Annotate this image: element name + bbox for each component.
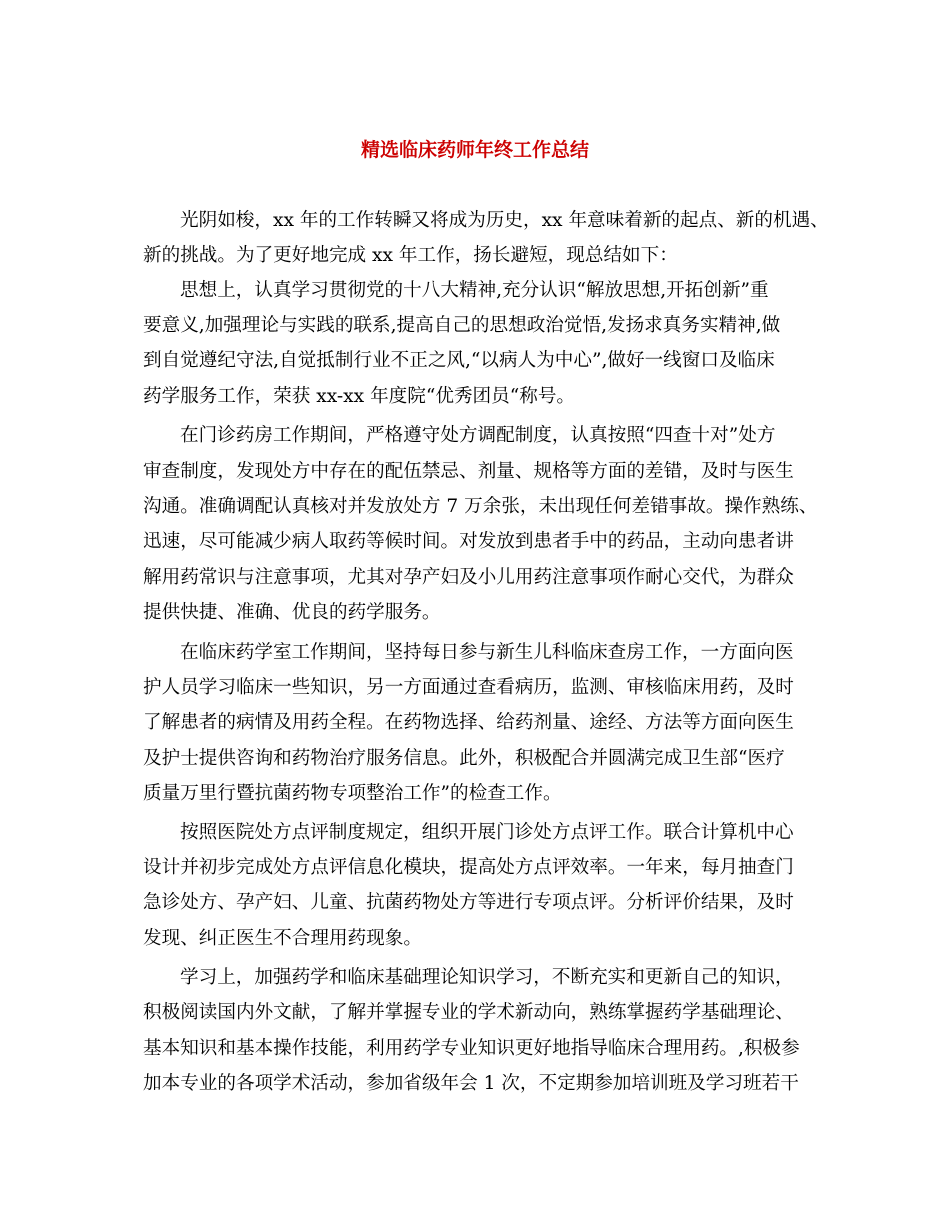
text-line: 了解患者的病情及用药全程。在药物选择、给药剂量、途经、方法等方面向医生 (143, 712, 794, 733)
text-line: 设计并初步完成处方点评信息化模块，提高处方点评效率。一年来，每月抽查门 (143, 857, 794, 878)
text-line: 思想上，认真学习贯彻党的十八大精神,充分认识“解放思想,开拓创新”重 (180, 280, 769, 301)
text-line: 光阴如梭，xx 年的工作转瞬又将成为历史，xx 年意味着新的起点、新的机遇、 (180, 210, 829, 231)
text-line: 解用药常识与注意事项，尤其对孕产妇及小儿用药注意事项作耐心交代，为群众 (143, 567, 794, 588)
text-line: 按照医院处方点评制度规定，组织开展门诊处方点评工作。联合计算机中心 (180, 822, 794, 843)
text-line: 积极阅读国内外文献，了解并掌握专业的学术新动向，熟练掌握药学基础理论、 (143, 1002, 794, 1023)
text-line: 要意义,加强理论与实践的联系,提高自己的思想政治觉悟,发扬求真务实精神,做 (143, 315, 781, 336)
document-title: 精选临床药师年终工作总结 (360, 139, 589, 161)
text-line: 到自觉遵纪守法,自觉抵制行业不正之风,“以病人为中心”,做好一线窗口及临床 (143, 350, 775, 371)
text-line: 迅速，尽可能减少病人取药等候时间。对发放到患者手中的药品，主动向患者讲 (143, 531, 794, 552)
text-line: 基本知识和基本操作技能，利用药学专业知识更好地指导临床合理用药。,积极参 (143, 1038, 800, 1059)
text-line: 药学服务工作，荣获 xx-xx 年度院“优秀团员“称号。 (143, 386, 576, 407)
text-line: 审查制度，发现处方中存在的配伍禁忌、剂量、规格等方面的差错，及时与医生 (143, 461, 794, 482)
text-line: 急诊处方、孕产妇、儿童、抗菌药物处方等进行专项点评。分析评价结果，及时 (143, 892, 794, 913)
text-line: 发现、纠正医生不合理用药现象。 (143, 928, 422, 949)
text-line: 在临床药学室工作期间，坚持每日参与新生儿科临床查房工作，一方面向医 (180, 642, 794, 663)
text-line: 沟通。准确调配认真核对并发放处方 7 万余张，未出现任何差错事故。操作熟练、 (143, 496, 818, 517)
text-line: 及护士提供咨询和药物治疗服务信息。此外，积极配合并圆满完成卫生部“医疗 (143, 748, 785, 769)
text-line: 护人员学习临床一些知识，另一方面通过查看病历，监测、审核临床用药，及时 (143, 677, 794, 698)
text-line: 学习上，加强药学和临床基础理论知识学习，不断充实和更新自己的知识， (180, 967, 794, 988)
text-line: 加本专业的各项学术活动，参加省级年会 1 次，不定期参加培训班及学习班若干 (143, 1073, 799, 1094)
text-line: 在门诊药房工作期间，严格遵守处方调配制度，认真按照“四查十对”处方 (180, 425, 776, 446)
text-line: 质量万里行暨抗菌药物专项整治工作”的检查工作。 (143, 783, 562, 804)
text-line: 提供快捷、准确、优良的药学服务。 (143, 602, 441, 623)
text-line: 新的挑战。为了更好地完成 xx 年工作，扬长避短，现总结如下： (143, 245, 678, 266)
